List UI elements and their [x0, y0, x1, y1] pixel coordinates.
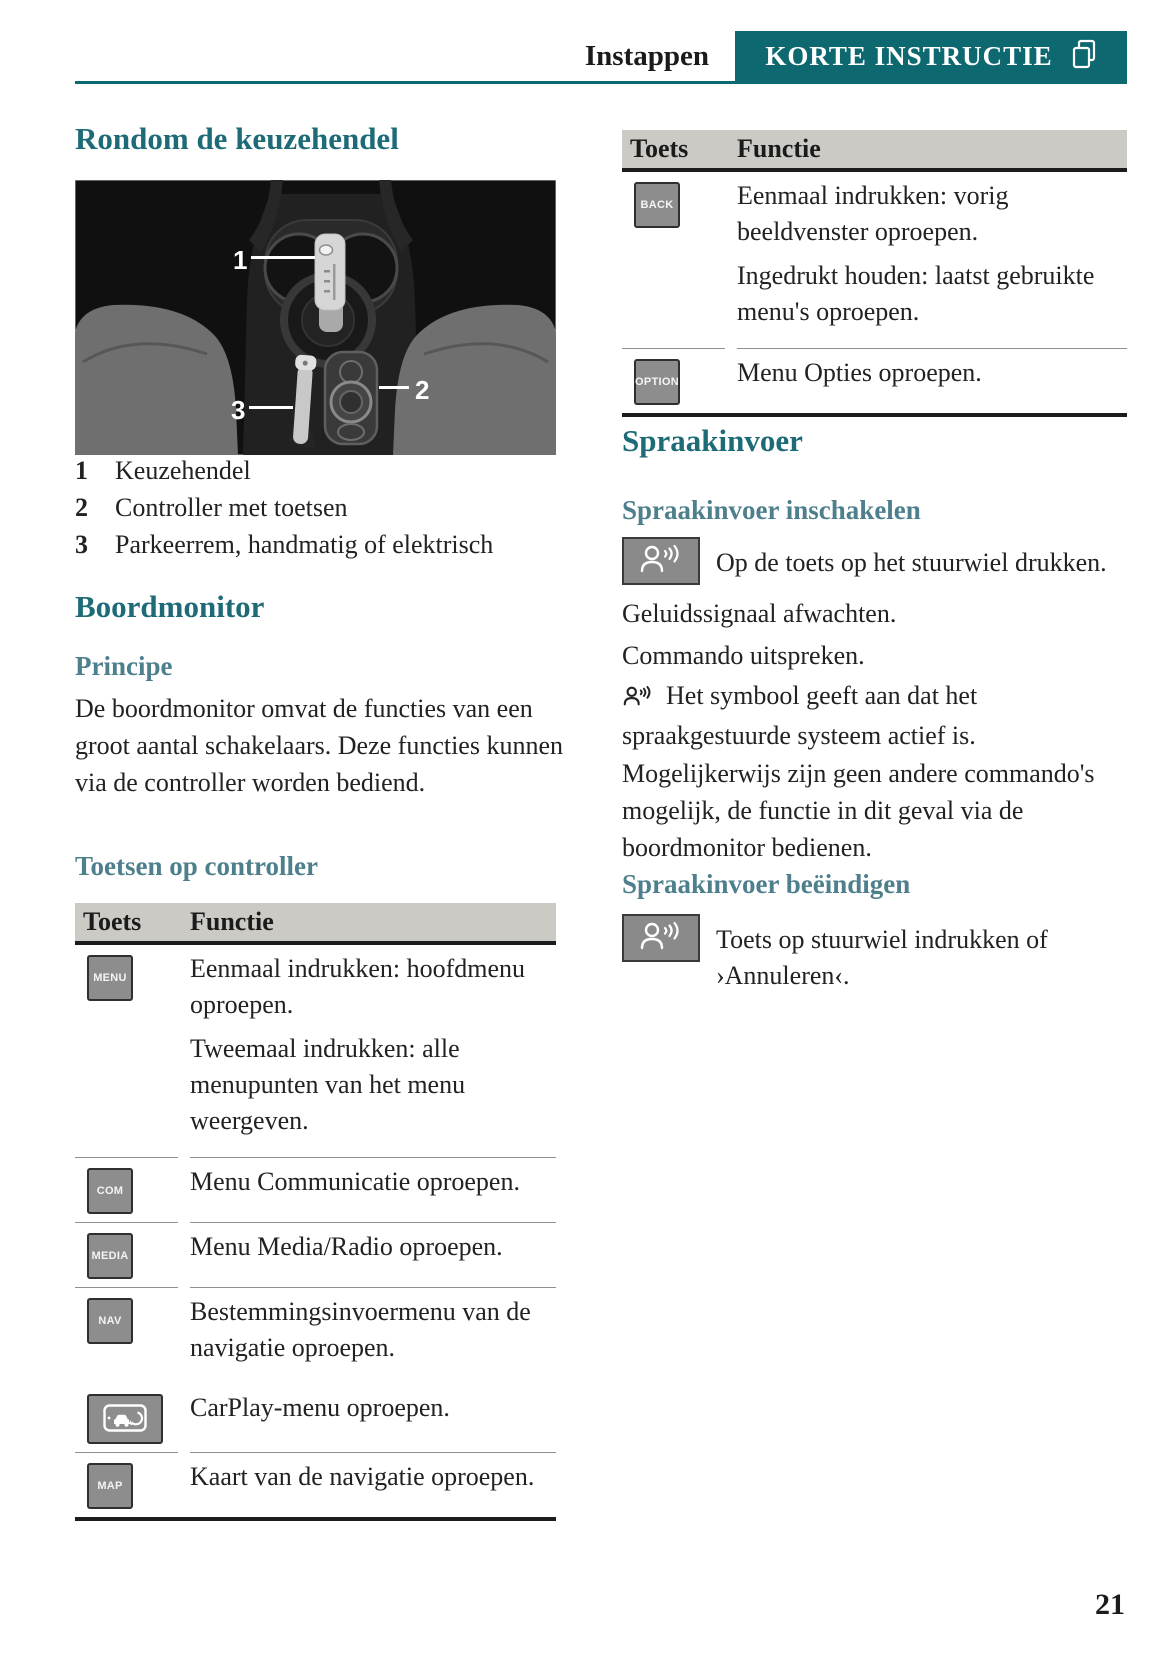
back-key: BACK — [634, 182, 680, 228]
voice-end-step — [622, 914, 1127, 994]
table-row: COM Menu Communicatie oproepen. — [75, 1157, 556, 1222]
step-sound: Geluidssignaal afwachten. — [622, 599, 897, 628]
heading-principle: Principe — [75, 651, 173, 681]
console-photo — [75, 180, 556, 455]
table-row: BACK Eenmaal indrukken: vorig beeldvenster oproepen. Ingedrukt houden: laatst gebruikte menu's oproepen. — [622, 172, 1127, 348]
com-key: COM — [87, 1168, 133, 1214]
page-number: 21 — [1095, 1588, 1125, 1621]
figure-legend — [75, 452, 565, 563]
heading-voice-end: Spraakinvoer beëindigen — [622, 869, 911, 899]
section-badge-label: KORTE INSTRUCTIE — [765, 40, 1053, 71]
voice-enable-text: Op de toets op het stuurwiel drukken. — [716, 548, 1107, 577]
table-row: CarPlay-menu oproepen. — [75, 1384, 556, 1452]
map-key: MAP — [87, 1463, 133, 1509]
principle-paragraph: De boordmonitor omvat de functies van een groot aantal schakelaars. Deze functies kunnen via de controller worden bediend. — [75, 694, 564, 797]
voice-enable-step — [622, 537, 1127, 585]
voice-control-key — [622, 537, 700, 585]
symbol-note — [622, 677, 1127, 754]
heading-controller-keys: Toetsen op controller — [75, 851, 318, 881]
legend-item: 2 Controller met toetsen — [75, 493, 348, 522]
voice-control-icon — [638, 921, 684, 956]
heading-boardmonitor: Boordmonitor — [75, 589, 265, 624]
voice-control-icon — [638, 544, 684, 579]
note-limits: Mogelijkerwijs zijn geen andere commando's mogelijk, de functie in dit geval via de boordmonitor bedienen. — [622, 759, 1095, 862]
figure-label-controller: 2 — [415, 375, 430, 405]
table-header: Toets Functie — [75, 903, 556, 945]
section-badge — [735, 31, 1127, 81]
carplay-icon — [103, 1404, 147, 1435]
symbol-note-text: Het symbool geeft aan dat het spraakgestuurde systeem actief is. — [622, 681, 978, 750]
page-header — [75, 31, 1127, 81]
step-speak: Commando uitspreken. — [622, 641, 865, 670]
table-row: MENU Eenmaal indrukken: hoofdmenu oproepen. Tweemaal indrukken: alle menupunten van het menu weergeven. — [75, 945, 556, 1157]
legend-item: 3 Parkeerrem, handmatig of elektrisch — [75, 530, 494, 559]
heading-voice-enable: Spraakinvoer inschakelen — [622, 495, 921, 525]
heading-voice: Spraakinvoer — [622, 423, 803, 458]
heading-shifter: Rondom de keuzehendel — [75, 121, 399, 156]
figure-label-shifter: 1 — [233, 245, 248, 275]
option-key: OPTION — [634, 359, 680, 405]
chapter-title: Instappen — [584, 39, 709, 72]
nav-key: NAV — [87, 1298, 133, 1344]
header-rule — [75, 81, 1127, 84]
voice-control-key — [622, 914, 700, 962]
table-row: MAP Kaart van de navigatie oproepen. — [75, 1452, 556, 1517]
pages-icon — [1071, 39, 1097, 74]
carplay-key — [87, 1394, 163, 1444]
voice-end-text: Toets op stuurwiel indrukken of ›Annuleren‹. — [716, 925, 1048, 990]
legend-item: 1 Keuzehendel — [75, 456, 251, 485]
table-row: OPTION Menu Opties oproepen. — [622, 348, 1127, 413]
table-row: MEDIA Menu Media/Radio oproepen. — [75, 1222, 556, 1287]
menu-key: MENU — [87, 955, 133, 1001]
table-header: Toets Functie — [622, 130, 1127, 172]
table-row: NAV Bestemmingsinvoermenu van de navigatie oproepen. — [75, 1287, 556, 1384]
system-keys-table — [622, 130, 1127, 417]
controller-keys-table — [75, 903, 556, 1521]
figure-label-brake: 3 — [231, 395, 246, 425]
media-key: MEDIA — [87, 1233, 133, 1279]
voice-active-icon — [622, 680, 654, 717]
